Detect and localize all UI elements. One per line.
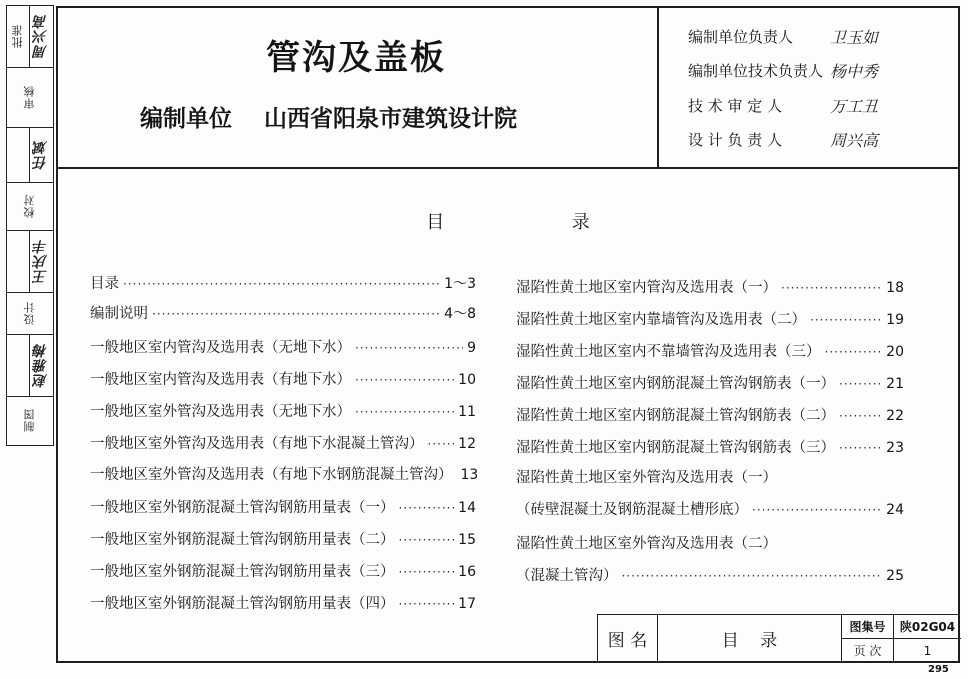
toc-entry[interactable] [516, 436, 904, 458]
leader-dots [781, 281, 882, 295]
approval-role: 批准 [7, 6, 30, 67]
drawing-name-label: 图 名 [598, 615, 658, 662]
toc-entry-page: 16 [458, 564, 476, 580]
toc-entry-title: 一般地区室外管沟及选用表（有地下水钢筋混凝土管沟） [90, 467, 453, 483]
org-name: 山西省阳泉市建筑设计院 [264, 106, 517, 132]
leader-dots [839, 409, 882, 423]
contents-heading-right: 录 [571, 212, 590, 233]
toc-entry-page: 25 [886, 568, 904, 584]
toc-entry[interactable] [516, 340, 904, 362]
approval-signature: 王庆丰 [33, 239, 49, 284]
leader-dots [355, 373, 454, 387]
toc-entry[interactable] [90, 560, 476, 582]
toc-entry-page: 10 [458, 372, 476, 388]
toc-entry-page: 21 [886, 376, 904, 392]
leader-dots [399, 597, 455, 611]
approval-role: 设计 [23, 301, 36, 326]
toc-entry[interactable] [90, 463, 479, 485]
toc-entry[interactable] [90, 336, 476, 358]
leader-dots [123, 277, 440, 291]
header-divider [56, 167, 960, 169]
approval-role-blank [7, 231, 30, 292]
approval-role-blank [7, 335, 30, 396]
toc-entry-title: 湿陷性黄土地区室外管沟及选用表（一） [516, 470, 777, 486]
contents-heading-left: 目 [426, 212, 445, 233]
toc-entry[interactable] [516, 308, 904, 330]
approval-role: 审核 [23, 85, 36, 110]
toc-entry[interactable] [516, 532, 904, 554]
toc-entry[interactable] [516, 466, 904, 488]
atlas-number-label: 图集号 [842, 615, 894, 639]
toc-entry[interactable] [90, 302, 476, 324]
approval-cell-wang [7, 231, 53, 293]
toc-entry-page: 22 [886, 408, 904, 424]
responsibility-signature: 万工丑 [830, 96, 879, 116]
toc-entry-page: 12 [458, 436, 476, 452]
responsibility-row [688, 127, 953, 151]
toc-entry[interactable] [516, 404, 904, 426]
approval-cell-review [7, 68, 53, 128]
toc-entry-page: 18 [886, 280, 904, 296]
contents-heading [56, 208, 960, 234]
approval-signature: 周兴高 [33, 14, 49, 59]
toc-entry[interactable] [90, 400, 476, 422]
sheet-number: 295 [928, 664, 949, 675]
responsibility-row [688, 58, 953, 82]
toc-entry[interactable] [90, 272, 476, 294]
responsibility-row [688, 24, 953, 48]
toc-entry[interactable] [516, 372, 904, 394]
approval-signature: 任斌 [33, 140, 49, 170]
toc-entry-page: 15 [458, 532, 476, 548]
responsibility-label: 设 计 负 责 人 [688, 130, 783, 149]
toc-entry-title: 一般地区室外管沟及选用表（无地下水） [90, 404, 351, 420]
leader-dots [355, 341, 463, 355]
toc-entry[interactable] [90, 528, 476, 550]
responsibility-label: 编制单位负责人 [688, 27, 794, 46]
header-vertical-divider [657, 6, 659, 167]
toc-entry-title: 一般地区室内管沟及选用表（无地下水） [90, 340, 351, 356]
leader-dots [399, 501, 455, 515]
toc-entry-page: 13 [460, 467, 479, 483]
toc-entry[interactable] [516, 276, 904, 298]
title-block [597, 614, 960, 663]
toc-entry-page: 17 [458, 596, 476, 612]
toc-entry-title: （混凝土管沟） [516, 568, 618, 584]
toc-entry-page: 4～8 [444, 306, 476, 322]
toc-entry-title: 湿陷性黄土地区室内靠墙管沟及选用表（二） [516, 312, 806, 328]
leader-dots [152, 307, 440, 321]
approval-cell-draw [7, 397, 53, 444]
approval-cell-design [7, 293, 53, 335]
leader-dots [399, 565, 455, 579]
approval-cell-check [7, 183, 53, 231]
toc-entry-page: 14 [458, 500, 476, 516]
responsibility-row [688, 93, 953, 117]
leader-dots [810, 313, 882, 327]
approval-cell-zhao [7, 335, 53, 397]
toc-entry-title: 湿陷性黄土地区室内管沟及选用表（一） [516, 280, 777, 296]
toc-entry-page: 20 [886, 344, 904, 360]
toc-entry[interactable] [90, 432, 476, 454]
approval-role: 校对 [23, 194, 36, 219]
page-label: 页 次 [842, 639, 894, 662]
toc-entry-title: 湿陷性黄土地区室外管沟及选用表（二） [516, 536, 777, 552]
toc-entry-title: 一般地区室外管沟及选用表（有地下水混凝土管沟） [90, 436, 424, 452]
approval-cell-ren [7, 128, 53, 183]
leader-dots [622, 569, 883, 583]
drawing-name: 目 录 [658, 615, 842, 662]
leader-dots [428, 437, 455, 451]
toc-entry-page: 11 [458, 404, 476, 420]
toc-entry-title: 湿陷性黄土地区室内钢筋混凝土管沟钢筋表（三） [516, 440, 835, 456]
toc-entry-title: 目录 [90, 276, 119, 292]
approval-signature: 赵雅梅 [33, 343, 49, 388]
atlas-number: 陕02G04 [894, 615, 961, 639]
responsibility-label: 技 术 审 定 人 [688, 96, 783, 115]
toc-entry[interactable] [90, 496, 476, 518]
leader-dots [752, 503, 882, 517]
approval-role-blank [7, 128, 30, 182]
leader-dots [399, 533, 455, 547]
toc-entry-title: 湿陷性黄土地区室内不靠墙管沟及选用表（三） [516, 344, 821, 360]
toc-entry-title: 编制说明 [90, 306, 148, 322]
responsibility-signature: 杨中秀 [830, 61, 879, 81]
approval-role: 制图 [23, 408, 36, 433]
toc-entry-title: （砖壁混凝土及钢筋混凝土槽形底） [516, 502, 748, 518]
toc-entry-page: 23 [886, 440, 904, 456]
org-label: 编制单位 [140, 106, 232, 132]
toc-entry[interactable] [516, 564, 904, 586]
toc-entry-title: 湿陷性黄土地区室内钢筋混凝土管沟钢筋表（一） [516, 376, 835, 392]
toc-entry-page: 9 [467, 340, 476, 356]
compiling-organization [140, 100, 517, 133]
leader-dots [839, 377, 882, 391]
toc-entry[interactable] [90, 368, 476, 390]
page-number: 1 [923, 643, 932, 658]
toc-entry-title: 一般地区室外钢筋混凝土管沟钢筋用量表（四） [90, 596, 395, 612]
responsibility-signature: 周兴高 [830, 130, 879, 150]
responsibility-signature: 卫玉如 [830, 27, 879, 47]
toc-entry-title: 湿陷性黄土地区室内钢筋混凝土管沟钢筋表（二） [516, 408, 835, 424]
document-title: 管沟及盖板 [266, 38, 446, 78]
toc-entry[interactable] [90, 592, 476, 614]
toc-entry-title: 一般地区室内管沟及选用表（有地下水） [90, 372, 351, 388]
approval-cell-approve [7, 6, 53, 68]
toc-entry-title: 一般地区室外钢筋混凝土管沟钢筋用量表（一） [90, 500, 395, 516]
leader-dots [825, 345, 883, 359]
toc-entry-page: 24 [886, 502, 904, 518]
approval-strip [6, 5, 54, 446]
toc-entry-title: 一般地区室外钢筋混凝土管沟钢筋用量表（三） [90, 564, 395, 580]
toc-entry[interactable] [516, 498, 904, 520]
responsibility-label: 编制单位技术负责人 [688, 61, 824, 80]
toc-entry-page: 19 [886, 312, 904, 328]
leader-dots [355, 405, 454, 419]
toc-entry-title: 一般地区室外钢筋混凝土管沟钢筋用量表（二） [90, 532, 395, 548]
leader-dots [839, 441, 882, 455]
toc-entry-page: 1～3 [444, 276, 476, 292]
